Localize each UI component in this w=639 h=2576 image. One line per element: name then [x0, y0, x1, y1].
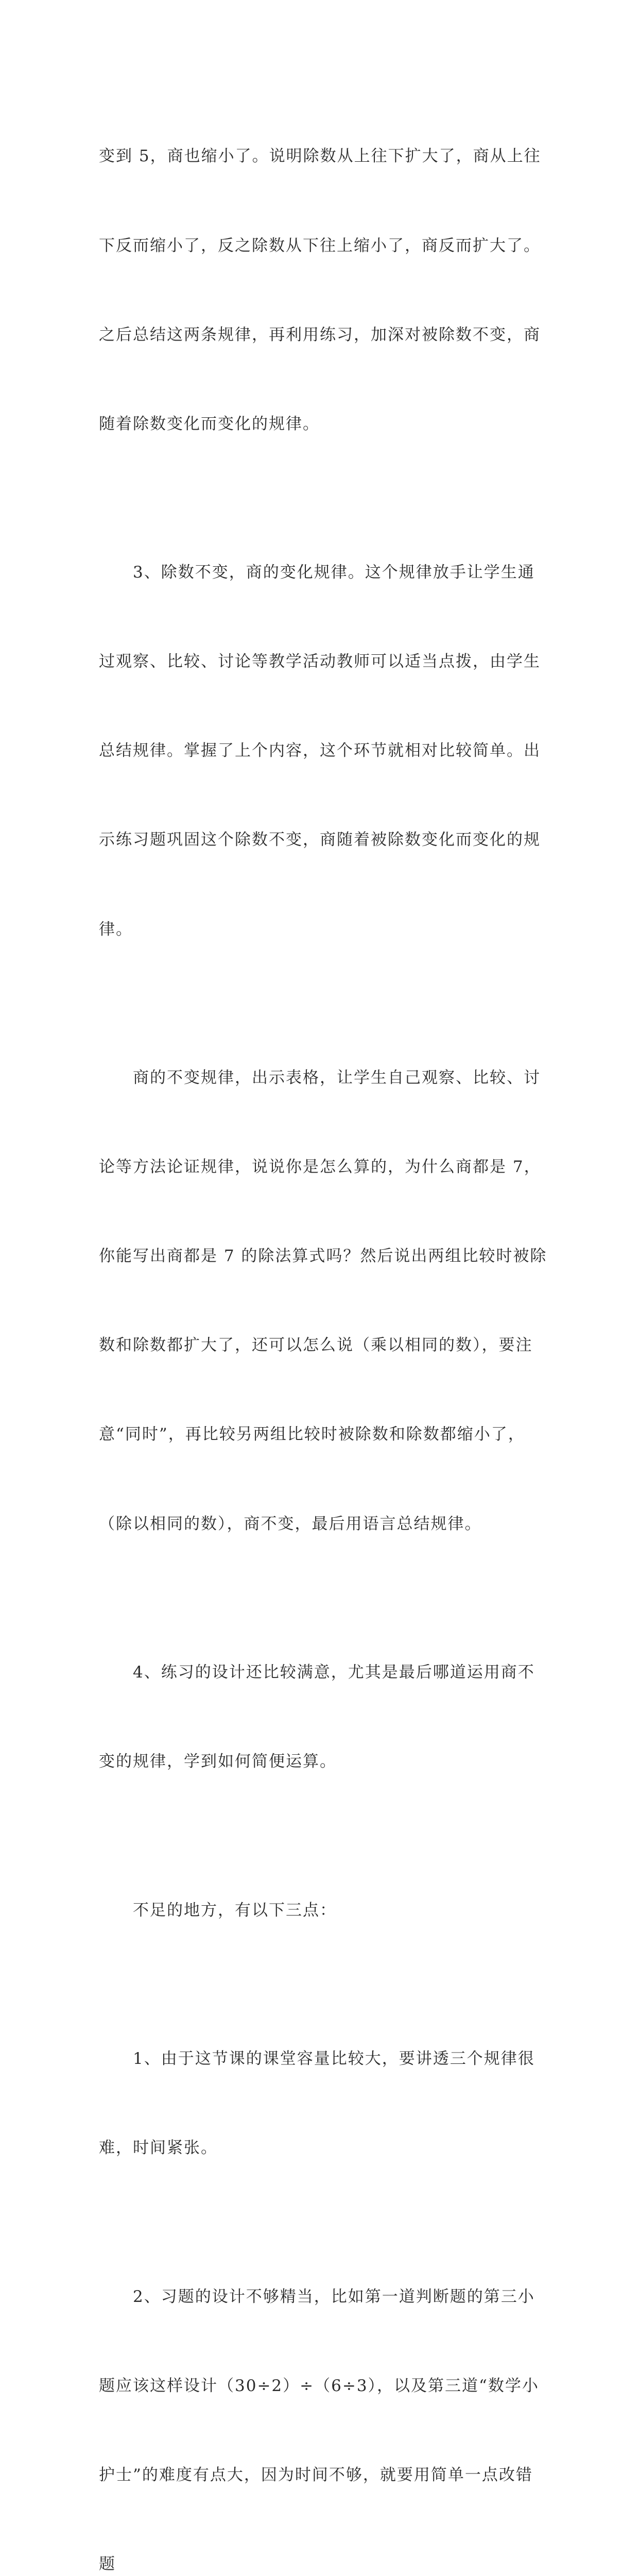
text-line: 总结规律。掌握了上个内容，这个环节就相对比较简单。出: [99, 741, 541, 760]
text-line: 不足的地方，有以下三点：: [99, 1901, 337, 1920]
text-line: 1、由于这节课的课堂容量比较大，要讲透三个规律很: [99, 2049, 535, 2069]
text-line: 律。: [99, 920, 133, 939]
text-line: 3、除数不变，商的变化规律。这个规律放手让学生通: [99, 563, 535, 582]
text-line: 题: [99, 2555, 116, 2573]
paragraph-4: [99, 1599, 552, 1837]
text-line: 数和除数都扩大了，还可以怎么说（乘以相同的数），要注: [99, 1336, 533, 1355]
paragraph-5: [99, 1836, 552, 1985]
paragraph-3: [99, 1004, 552, 1599]
text-line: 你能写出商都是 7 的除法算式吗？然后说出两组比较时被除: [99, 1247, 547, 1266]
text-line: 4、练习的设计还比较满意，尤其是最后哪道运用商不: [99, 1663, 535, 1682]
text-line: 示练习题巩固这个除数不变，商随着被除数变化而变化的规: [99, 831, 541, 850]
text-line: 商的不变规律，出示表格，让学生自己观察、比较、讨: [99, 1069, 541, 1088]
text-line: 难，时间紧张。: [99, 2139, 218, 2158]
text-line: 变的规律，学到如何简便运算。: [99, 1752, 337, 1771]
text-line: 题应该这样设计（30÷2）÷（6÷3），以及第三道“数学小: [99, 2376, 539, 2395]
text-line: 随着除数变化而变化的规律。: [99, 414, 320, 433]
text-line: 之后总结这两条规律，再利用练习，加深对被除数不变，商: [99, 325, 541, 344]
text-line: 意“同时”，再比较另两组比较时被除数和除数都缩小了，: [99, 1425, 525, 1444]
paragraph-7: [99, 2223, 552, 2576]
text-line: 论等方法论证规律，说说你是怎么算的，为什么商都是 7，: [99, 1158, 541, 1177]
text-line: 变到 5，商也缩小了。说明除数从上往下扩大了，商从上往: [99, 147, 541, 166]
text-line: 护士”的难度有点大，因为时间不够，就要用简单一点改错: [99, 2465, 533, 2484]
text-line: 2、习题的设计不够精当，比如第一道判断题的第三小: [99, 2287, 535, 2306]
text-line: 下反而缩小了，反之除数从下往上缩小了，商反而扩大了。: [99, 236, 541, 255]
text-line: （除以相同的数），商不变，最后用语言总结规律。: [99, 1514, 482, 1533]
document-body: [99, 82, 552, 2576]
paragraph-2: [99, 499, 552, 1004]
text-line: 过观察、比较、讨论等教学活动教师可以适当点拨，由学生: [99, 652, 541, 671]
paragraph-6: [99, 1985, 552, 2223]
paragraph-1: [99, 82, 552, 499]
